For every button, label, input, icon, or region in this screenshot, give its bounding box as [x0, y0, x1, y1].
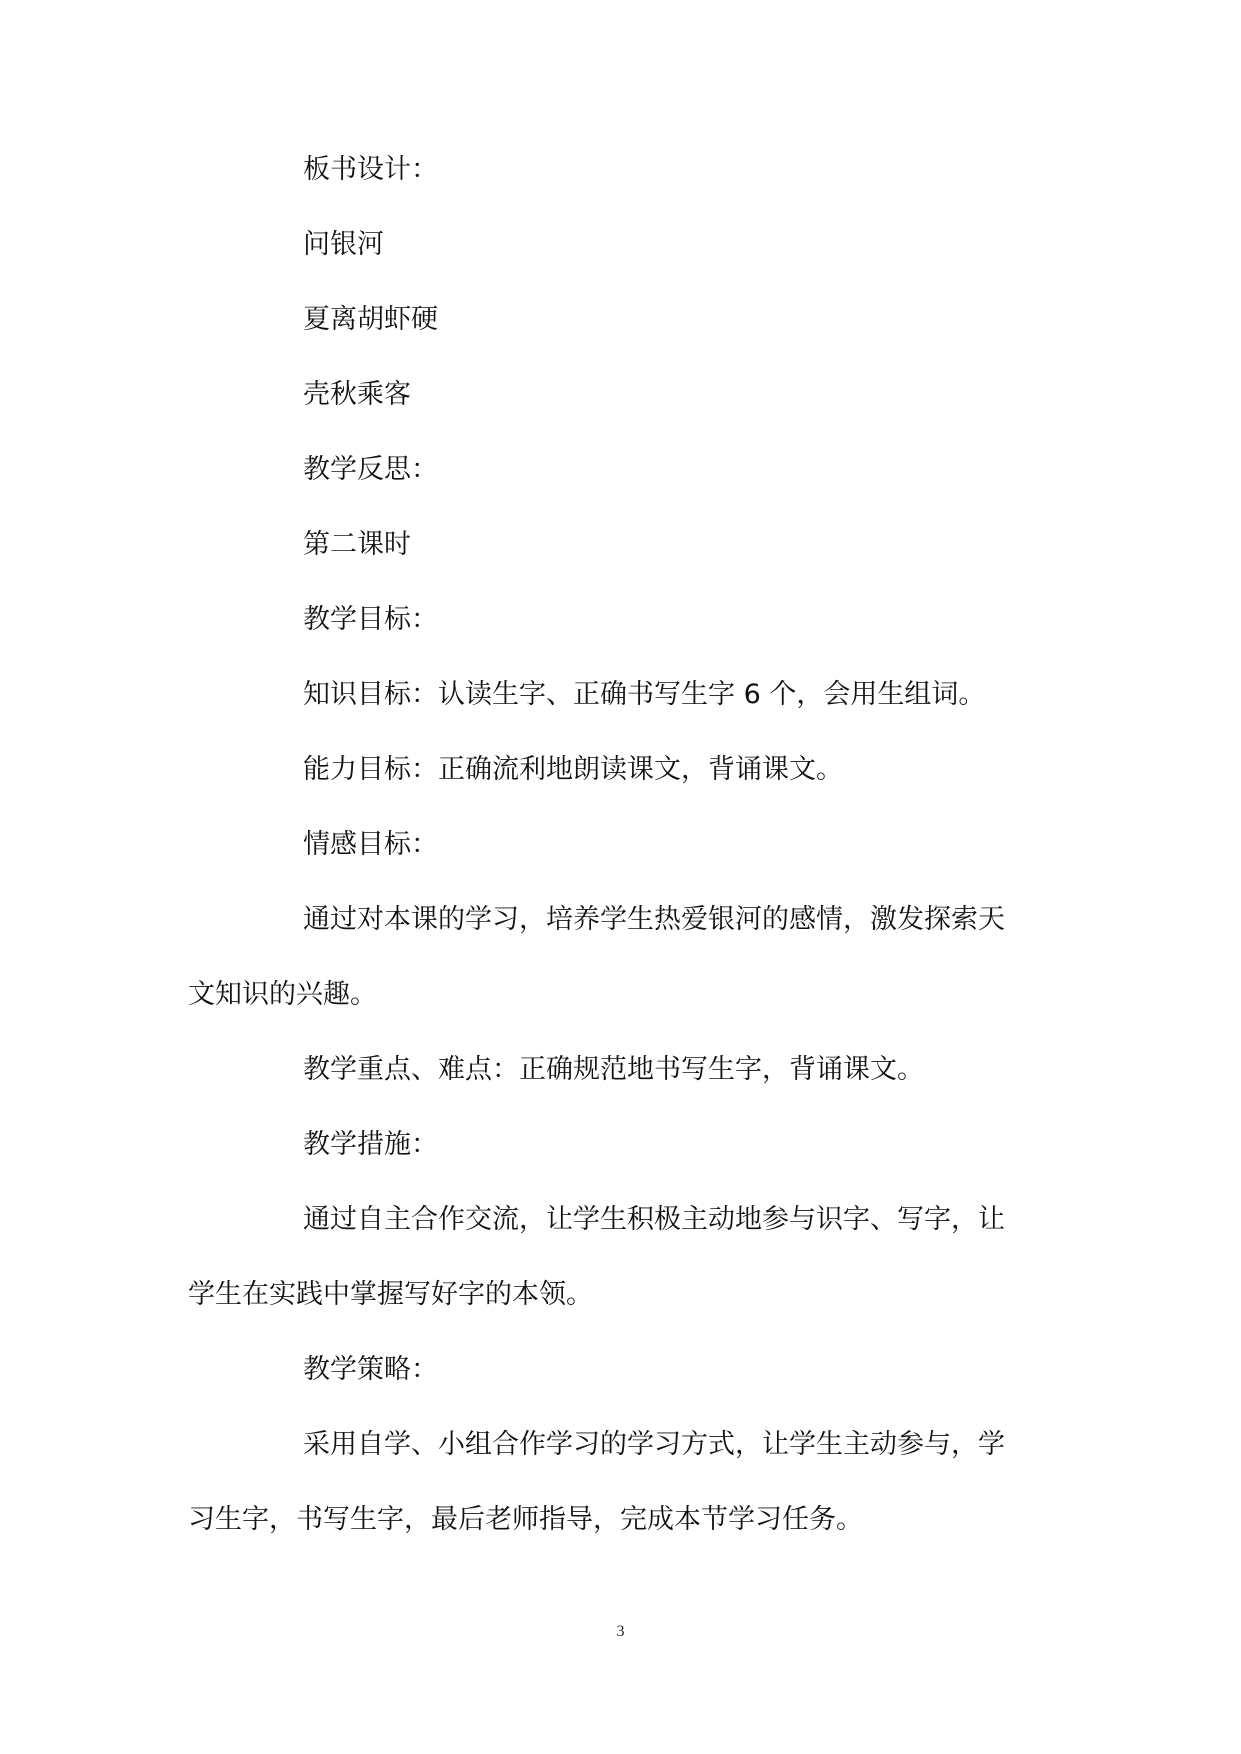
strategy-line-1: 采用自学、小组合作学习的学习方式，让学生主动参与，学 — [303, 1429, 1005, 1460]
ability-goal: 能力目标：正确流利地朗读课文，背诵课文。 — [303, 754, 843, 785]
page-number: 3 — [616, 1623, 625, 1640]
knowledge-goal: 知识目标：认读生字、正确书写生字 6 个，会用生组词。 — [303, 679, 986, 710]
measures-line-1: 通过自主合作交流，让学生积极主动地参与识字、写字，让 — [303, 1204, 1005, 1235]
board-line-1: 问银河 — [303, 229, 384, 260]
board-line-2: 夏离胡虾硬 — [303, 304, 438, 335]
heading-teaching-reflection: 教学反思： — [303, 454, 438, 485]
key-difficult-points: 教学重点、难点：正确规范地书写生字，背诵课文。 — [303, 1054, 924, 1085]
heading-teaching-goals: 教学目标： — [303, 604, 438, 635]
emotion-goal-line-2: 文知识的兴趣。 — [188, 979, 377, 1010]
heading-board-design: 板书设计： — [303, 154, 438, 185]
board-line-3: 壳秋乘客 — [303, 379, 411, 410]
heading-second-lesson: 第二课时 — [303, 529, 411, 560]
measures-line-2: 学生在实践中掌握写好字的本领。 — [188, 1279, 593, 1310]
heading-teaching-measures: 教学措施： — [303, 1129, 438, 1160]
heading-teaching-strategy: 教学策略： — [303, 1354, 438, 1385]
heading-emotion-goal: 情感目标： — [303, 829, 438, 860]
strategy-line-2: 习生字，书写生字，最后老师指导，完成本节学习任务。 — [188, 1504, 863, 1535]
emotion-goal-line-1: 通过对本课的学习，培养学生热爱银河的感情，激发探索天 — [303, 904, 1005, 935]
